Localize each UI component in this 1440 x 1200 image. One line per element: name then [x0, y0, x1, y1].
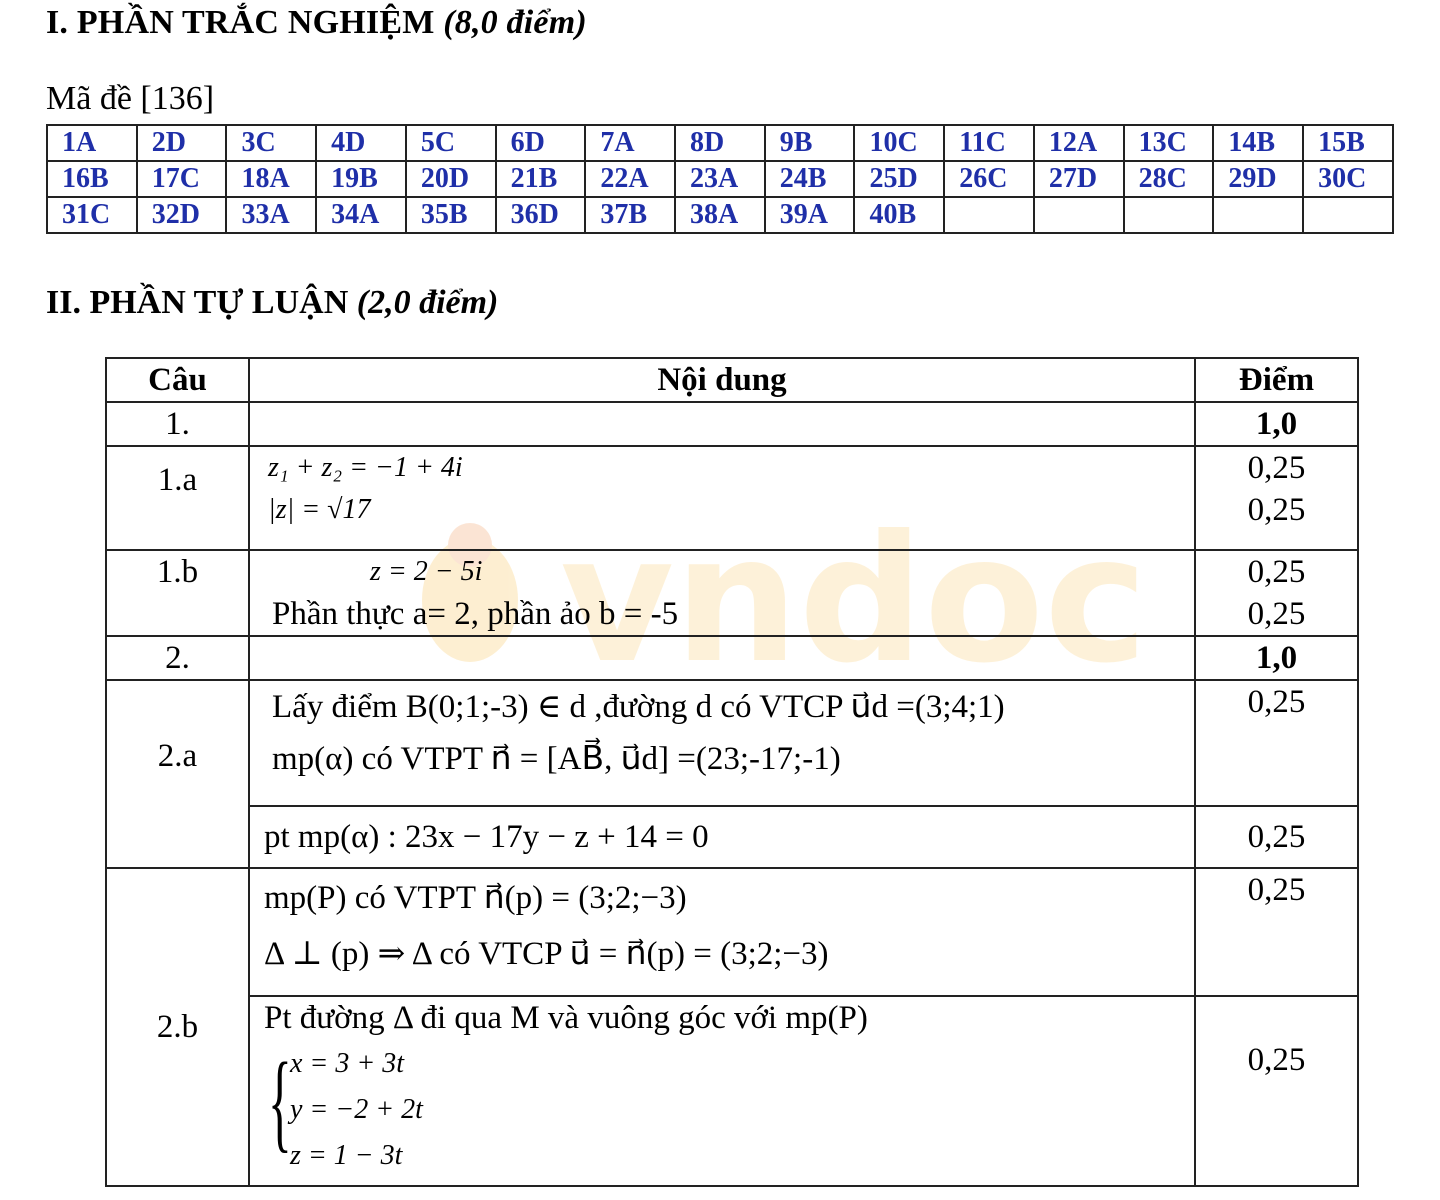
- answer-cell: 25D: [854, 161, 944, 197]
- row-1-cau: [106, 402, 249, 446]
- answer-cell: 20D: [406, 161, 496, 197]
- answer-cell: 40B: [854, 197, 944, 233]
- answer-cell: 37B: [585, 197, 675, 233]
- row-2a-content-2: [249, 806, 1195, 868]
- answer-cell: 11C: [944, 125, 1034, 161]
- row-1a-line2: |z| = √17: [268, 494, 371, 525]
- row-1a-diem: [1195, 446, 1358, 550]
- answer-cell: 26C: [944, 161, 1034, 197]
- row-1a-diem1: 0,25: [1247, 450, 1306, 486]
- answer-cell: 8D: [675, 125, 765, 161]
- row-2b-diem1-cell: [1195, 868, 1358, 996]
- row-2a-line1: Lấy điểm B(0;1;-3) ∈ d ,đường d có VTCP u⃗d =(3;4;1): [272, 689, 1005, 725]
- answer-cell: 18A: [226, 161, 316, 197]
- row-2a-diem1-cell: [1195, 680, 1358, 806]
- row-2a-line2: mp(α) có VTPT n⃗ = [AB⃗, u⃗d] =(23;-17;-1): [272, 741, 841, 777]
- row-1b-line1: z = 2 − 5i: [370, 556, 483, 587]
- answer-cell: 24B: [765, 161, 855, 197]
- answer-cell: 12A: [1034, 125, 1124, 161]
- answer-cell: 27D: [1034, 161, 1124, 197]
- row-2b-line2: Δ ⊥ (p) ⇒ Δ có VTCP u⃗ = n⃗(p) = (3;2;−3): [264, 936, 829, 972]
- row-1b-content: [249, 550, 1195, 636]
- answer-cell: 6D: [496, 125, 586, 161]
- row-2a-diem2: 0,25: [1247, 819, 1306, 855]
- answer-cell: 23A: [675, 161, 765, 197]
- row-2a-cau: [106, 680, 249, 868]
- header-noidung: Nội dung: [249, 358, 1195, 402]
- answer-key-table: [46, 124, 1394, 234]
- row-1b-cau: [106, 550, 249, 636]
- answer-cell: [1034, 197, 1124, 233]
- header-diem: Điểm: [1195, 358, 1358, 402]
- row-2a-content: [249, 680, 1195, 806]
- row-2b-line1: mp(P) có VTPT n⃗(p) = (3;2;−3): [264, 880, 687, 916]
- row-1b-line2: Phần thực a= 2, phần ảo b = -5: [272, 596, 679, 632]
- answer-row: [47, 161, 1393, 197]
- row-1a-cau: [106, 446, 249, 550]
- answer-cell: 30C: [1303, 161, 1393, 197]
- answer-cell: 4D: [316, 125, 406, 161]
- answer-cell: 9B: [765, 125, 855, 161]
- system-eq-y: y = −2 + 2t: [290, 1094, 423, 1125]
- row-1a-diem2: 0,25: [1247, 492, 1306, 528]
- watermark-text: vndoc: [560, 499, 1148, 702]
- answer-cell: [1124, 197, 1214, 233]
- section-2-title: [46, 284, 498, 322]
- row-1-diem: [1195, 402, 1358, 446]
- parametric-system: [268, 1041, 1194, 1179]
- answer-cell: 34A: [316, 197, 406, 233]
- row-1b-cau-text: 1.b: [156, 554, 199, 590]
- row-2b-diem2-cell: [1195, 996, 1358, 1186]
- row-1a-line1: z₁ + z₂ = −1 + 4i: [268, 452, 463, 483]
- row-2b-top: [106, 868, 1358, 996]
- answer-cell: 39A: [765, 197, 855, 233]
- row-2: [106, 636, 1358, 680]
- section-2-points: (2,0 điểm): [356, 284, 499, 321]
- answer-cell: 35B: [406, 197, 496, 233]
- exam-code: Mã đề [136]: [46, 80, 215, 117]
- section-1-title-text: I. PHẦN TRẮC NGHIỆM: [46, 4, 435, 41]
- answer-cell: 17C: [137, 161, 227, 197]
- row-1a: [106, 446, 1358, 550]
- row-2a-diem2-cell: [1195, 806, 1358, 868]
- row-2a-line3: pt mp(α) : 23x − 17y − z + 14 = 0: [264, 819, 709, 855]
- row-2b-diem1: 0,25: [1247, 872, 1306, 908]
- row-1-content: [249, 402, 1195, 446]
- row-2-cau-text: 2.: [165, 640, 190, 676]
- section-1-points: (8,0 điểm): [443, 4, 587, 41]
- answer-cell: 15B: [1303, 125, 1393, 161]
- row-2-cau: [106, 636, 249, 680]
- answer-cell: 2D: [137, 125, 227, 161]
- answer-cell: 32D: [137, 197, 227, 233]
- row-2a-diem1: 0,25: [1247, 684, 1306, 720]
- row-1b-diem1: 0,25: [1247, 554, 1306, 590]
- answer-cell: 13C: [1124, 125, 1214, 161]
- row-2b-bottom: [106, 996, 1358, 1186]
- answer-cell: 28C: [1124, 161, 1214, 197]
- answer-cell: 5C: [406, 125, 496, 161]
- system-eq-x: x = 3 + 3t: [290, 1048, 404, 1079]
- row-2a-bottom: [106, 806, 1358, 868]
- answer-cell: 22A: [585, 161, 675, 197]
- section-1-title: [46, 4, 587, 42]
- row-2a-cau-text: 2.a: [157, 738, 198, 774]
- essay-table: [105, 357, 1359, 1187]
- row-2b-cau: [106, 868, 249, 1186]
- row-2b-line3: Pt đường Δ đi qua M và vuông góc với mp(P): [264, 1000, 868, 1036]
- answer-cell: [944, 197, 1034, 233]
- answer-cell: 29D: [1213, 161, 1303, 197]
- answer-cell: 16B: [47, 161, 137, 197]
- answer-row: [47, 125, 1393, 161]
- answer-cell: [1213, 197, 1303, 233]
- answer-cell: [1303, 197, 1393, 233]
- row-2-diem: [1195, 636, 1358, 680]
- row-2b-cau-text: 2.b: [156, 1009, 199, 1045]
- answer-cell: 21B: [496, 161, 586, 197]
- section-2-title-text: II. PHẦN TỰ LUẬN: [46, 284, 349, 321]
- row-1-cau-text: 1.: [165, 406, 190, 442]
- row-1a-cau-text: 1.a: [157, 462, 198, 498]
- row-2-content: [249, 636, 1195, 680]
- essay-header-row: [106, 358, 1358, 402]
- row-2b-content-2: [249, 996, 1195, 1186]
- answer-cell: 3C: [226, 125, 316, 161]
- answer-cell: 7A: [585, 125, 675, 161]
- row-1-diem-text: 1,0: [1255, 406, 1298, 442]
- answer-row: [47, 197, 1393, 233]
- row-2a-top: [106, 680, 1358, 806]
- answer-cell: 38A: [675, 197, 765, 233]
- answer-cell: 10C: [854, 125, 944, 161]
- answer-cell: 19B: [316, 161, 406, 197]
- row-1b: [106, 550, 1358, 636]
- answer-cell: 14B: [1213, 125, 1303, 161]
- row-2b-diem2: 0,25: [1247, 1042, 1306, 1078]
- row-1b-diem: [1195, 550, 1358, 636]
- header-cau: Câu: [106, 358, 249, 402]
- row-2b-content: [249, 868, 1195, 996]
- answer-cell: 31C: [47, 197, 137, 233]
- row-1a-content: [249, 446, 1195, 550]
- row-1b-diem2: 0,25: [1247, 596, 1306, 632]
- brace-icon: {: [268, 1040, 292, 1162]
- answer-cell: 1A: [47, 125, 137, 161]
- answer-cell: 36D: [496, 197, 586, 233]
- row-2-diem-text: 1,0: [1255, 640, 1298, 676]
- answer-cell: 33A: [226, 197, 316, 233]
- system-eq-z: z = 1 − 3t: [290, 1140, 403, 1171]
- row-1: [106, 402, 1358, 446]
